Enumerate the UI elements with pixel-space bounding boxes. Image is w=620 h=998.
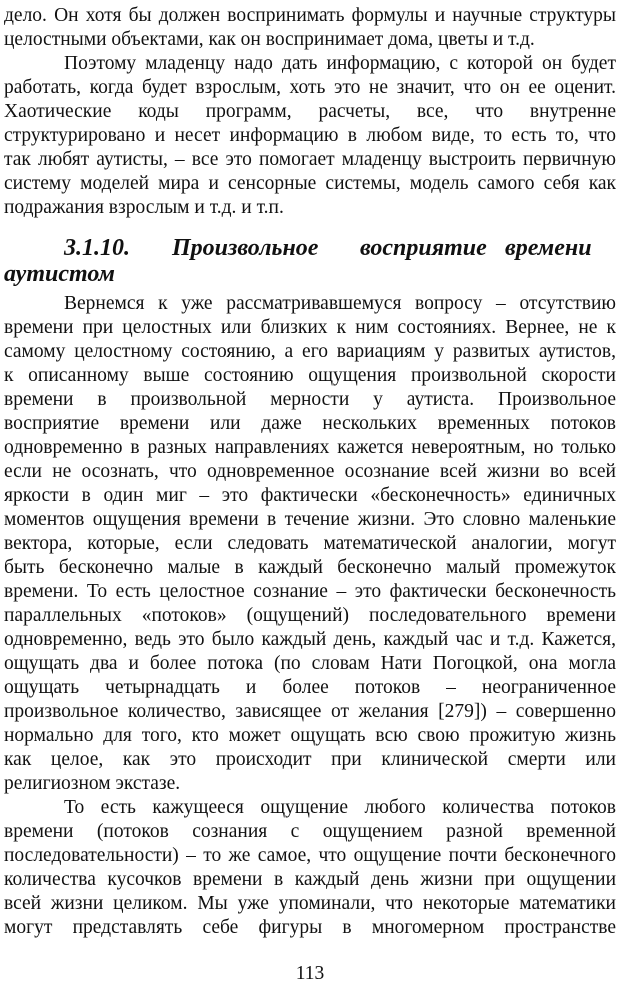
- text-line: если не осознать, что одновременное осознание всей жизни во всей: [4, 461, 616, 482]
- text-line: Поэтому младенцу надо дать информацию, с которой он будет: [64, 53, 616, 74]
- text-line: ощущать четырнадцать и более потоков – неограниченное: [4, 677, 616, 698]
- page-number: 113: [295, 963, 325, 984]
- text-line: быть бесконечно малые в каждый бесконечно малый промежуток: [4, 557, 616, 578]
- text-line: времени в произвольной мерности у аутиста. Произвольное: [4, 389, 616, 410]
- text-line: времени. То есть целостное сознание – это фактически бесконечность: [4, 581, 616, 602]
- text-line: одновременно, ведь это было каждый день, каждый час и т.д. Кажется,: [4, 629, 616, 650]
- section-number: 3.1.10.: [64, 235, 130, 261]
- section-title-continuation: аутистом: [4, 261, 115, 287]
- text-line: одновременно в разных направлениях кажется невероятным, но только: [4, 437, 616, 458]
- text-line: времени (потоков сознания с ощущением разной временной: [4, 821, 616, 842]
- text-line: ощущать два и более потока (по словам Нати Погоцкой, она могла: [4, 653, 616, 674]
- text-line: последовательности) – то же самое, что ощущение почти бесконечного: [4, 845, 616, 866]
- text-line: структурировано и несет информацию в любом виде, то есть то, что: [4, 125, 616, 146]
- text-line: моментов ощущения времени в течение жизни. Это словно маленькие: [4, 509, 616, 530]
- section-title-word: восприятие: [360, 235, 487, 261]
- text-line: как целое, как это происходит при клинической смерти или: [4, 749, 616, 770]
- text-line: подражания взрослым и т.д. и т.п.: [4, 197, 284, 218]
- text-line: яркости в один миг – это фактически «бесконечность» единичных: [4, 485, 616, 506]
- text-line: нормально для того, кто может ощущать всю свою прожитую жизнь: [4, 725, 616, 746]
- text-line: к описанному выше состоянию ощущения произвольной скорости: [4, 365, 616, 386]
- text-line: работать, когда будет взрослым, хоть это не значит, что он ее оценит.: [4, 77, 616, 98]
- text-line: восприятие времени или даже нескольких временных потоков: [4, 413, 616, 434]
- text-line: самому целостному состоянию, а его вариациям у развитых аутистов,: [4, 341, 616, 362]
- text-line: времени при целостных или близких к ним состояниях. Вернее, не к: [4, 317, 616, 338]
- text-line: целостными объектами, как он воспринимает дома, цветы и т.д.: [4, 29, 535, 50]
- text-line: количества кусочков времени в каждый день жизни при ощущении: [4, 869, 616, 890]
- text-line: дело. Он хотя бы должен воспринимать формулы и научные структуры: [4, 5, 616, 26]
- section-title-word: Произвольное: [172, 235, 319, 261]
- text-line: всей жизни целиком. Мы уже упоминали, что некоторые математики: [4, 893, 616, 914]
- text-line: параллельных «потоков» (ощущений) последовательного времени: [4, 605, 616, 626]
- text-line: То есть кажущееся ощущение любого количества потоков: [64, 797, 616, 818]
- text-line: систему моделей мира и сенсорные системы, модель самого себя как: [4, 173, 616, 194]
- section-title-word: времени: [505, 235, 592, 261]
- text-line: произвольное количество, зависящее от желания [279]) – совершенно: [4, 701, 616, 722]
- text-line: вектора, которые, если следовать математической аналогии, могут: [4, 533, 616, 554]
- text-line: могут представлять себе фигуры в многомерном пространстве: [4, 917, 616, 938]
- text-line: так любят аутисты, – все это помогает младенцу выстроить первичную: [4, 149, 616, 170]
- text-line: религиозном экстазе.: [4, 773, 181, 794]
- text-line: Хаотические коды программ, расчеты, все, что внутренне: [4, 101, 616, 122]
- text-line: Вернемся к уже рассматривавшемуся вопросу – отсутствию: [64, 293, 616, 314]
